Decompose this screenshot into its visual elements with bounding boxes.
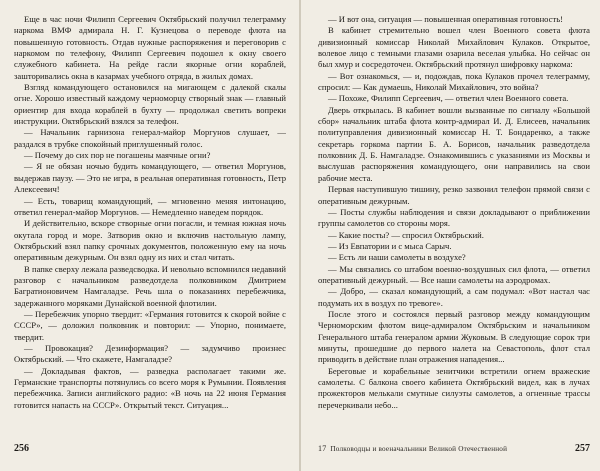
left-page bbox=[14, 14, 286, 454]
paragraph: Первая наступившую тишину, резко зазвонил телефон прямой связи с оперативным дежурным. bbox=[318, 184, 590, 206]
paragraph: Еще в час ночи Филипп Сергеевич Октябрьский получил телеграмму наркома ВМФ адмирала Н. Г. Кузнецова о переводе флота на повышенную готовность. Отдав нужные распоряжения и переговорив с наркомом по телефону, Филипп Сергеевич подошел к окну своего служебного кабинета. На рейде гасли якорные огни кораблей, зашторивались окна в казармах учебного отряда, в жилых домах. bbox=[14, 14, 286, 81]
running-footer bbox=[318, 444, 507, 453]
paragraph: — Почему до сих пор не погашены маячные огни? bbox=[24, 150, 211, 161]
page-number-left: 256 bbox=[14, 443, 29, 454]
paragraph: — Вот ознакомься, — и, подождав, пока Кулаков прочел телеграмму, спросил: — Как думаешь, Николай Михайлович, это война? bbox=[318, 70, 590, 93]
paragraph: После этого и состоялся первый разговор между командующим Черноморским флотом вице-адмиралом Октябрьским и начальником Генерального штаба генералом армии Жуковым. В следующие сорок три минуты, прошедшие до первого налета на Севастополь, флот стал приводить в действие план отражения нападения... bbox=[318, 308, 590, 365]
paragraph: В папке сверху лежала разведсводка. И невольно вспомнился недавний разговор с начальником разведотдела полковником Дмитрием Багратионовичем Намгаладзе. Речь шла о показаниях перебежчика, задержанного моряками Дунайской военной флотилии. bbox=[14, 263, 286, 308]
paragraph: — Перебежчик упорно твердит: «Германия готовится к скорой войне с СССР», — доложил полковник и повторил: — Упорно, понимаете, твердит. bbox=[14, 308, 286, 342]
paragraph: — Начальник гарнизона генерал-майор Моргунов слушает, — раздался в трубке спокойный приглушенный голос. bbox=[14, 127, 286, 149]
paragraph: Взгляд командующего остановился на мигающем с далекой скалы огне. Хорошо известный каждому черноморцу створный знак — главный ориентир для входа кораблей в бухту — продолжал светить вопреки инструкции. Октябрьский взялся за телефон. bbox=[14, 82, 286, 127]
footer-title: Полководцы и военачальники Великой Отечественной bbox=[330, 445, 508, 453]
paragraph: — Из Евпатории и с мыса Сарыч. bbox=[328, 240, 452, 251]
paragraph: — Похоже, Филипп Сергеевич, — ответил член Военного совета. bbox=[328, 93, 569, 104]
paragraph: — Провокация? Дезинформация? — задумчиво произнес Октябрьский. — Что скажете, Намгаладзе? bbox=[14, 342, 286, 365]
paragraph: — Есть ли наши самолеты в воздухе? bbox=[328, 252, 466, 263]
paragraph: Дверь открылась. В кабинет вошли вызванные по сигналу «Большой сбор» начальник штаба флота контр-адмирал И. Д. Елисеев, начальник политуправления дивизионный комиссар Н. Т. Бондаренко, а также секретарь горкома партии Б. А. Борисов, начальник разведотдела полковник Д. Б. Намгаладзе. Ознакомившись с указаниями из Москвы и выслушав распоряжения командующего, они направились на свои рабочие места. bbox=[318, 104, 590, 183]
book-gutter bbox=[299, 0, 301, 471]
left-page-text bbox=[14, 14, 286, 411]
paragraph: — Докладывая фактов, — разведка располагает такими же. Германские транспорты потянулись со всего моря к Румынии. Появления перебежчика. Записи английского радио: «В ночь на 22 июня Германия готовится напасть на СССР». Открытый текст. Ситуация... bbox=[14, 365, 286, 410]
paragraph: — Какие посты? — спросил Октябрьский. bbox=[328, 229, 484, 240]
right-page-text bbox=[318, 14, 590, 411]
footer-signature-number: 17 bbox=[318, 444, 327, 453]
paragraph: — И вот она, ситуация — повышенная оперативная готовность! bbox=[328, 14, 564, 24]
paragraph: — Посты службы наблюдения и связи докладывают о приближении группы самолетов со стороны моря. bbox=[318, 206, 590, 229]
paragraph: — Мы связались со штабом военно-воздушных сил флота, — ответил оперативный дежурный. — Все наши самолеты на аэродромах. bbox=[318, 263, 590, 285]
right-page bbox=[318, 14, 590, 454]
paragraph: — Добро, — сказал командующий, а сам подумал: «Вот настал час подумать их в воздух по тревоге». bbox=[318, 286, 590, 308]
page-number-right: 257 bbox=[575, 443, 590, 454]
paragraph: Береговые и корабельные зенитчики встретили огнем вражеские самолеты. С балкона своего кабинета Октябрьский видел, как в лучах прожекторов мелькали смутные силуэты самолетов, а огненные трассы перечеркивали небо... bbox=[318, 365, 590, 410]
paragraph: В кабинет стремительно вошел член Военного совета флота дивизионный комиссар Николай Михайлович Кулаков. Открытое, волевое лицо с темными глазами озарила веселая улыбка. Но сейчас он был хмур и сосредоточен. Октябрьский протянул шифровку наркома: bbox=[318, 25, 590, 70]
paragraph: — Есть, товарищ командующий, — мгновенно меняя интонацию, ответил генерал-майор Моргунов. — Немедленно наведем порядок. bbox=[14, 195, 286, 217]
paragraph: И действительно, вскоре створные огни погасли, и темная южная ночь окутала город и море. Затворив окно и включив настольную лампу, Октябрьский взял папку срочных документов, положенную ему на ночь оперативным дежурным. Он взял одну из них и стал читать. bbox=[14, 218, 286, 263]
paragraph: — Я не обязан ночью будить командующего, — ответил Моргунов, выдержав паузу. — Это не игра, в реальная оперативная готовность, Петр Алексеевич! bbox=[14, 161, 286, 195]
